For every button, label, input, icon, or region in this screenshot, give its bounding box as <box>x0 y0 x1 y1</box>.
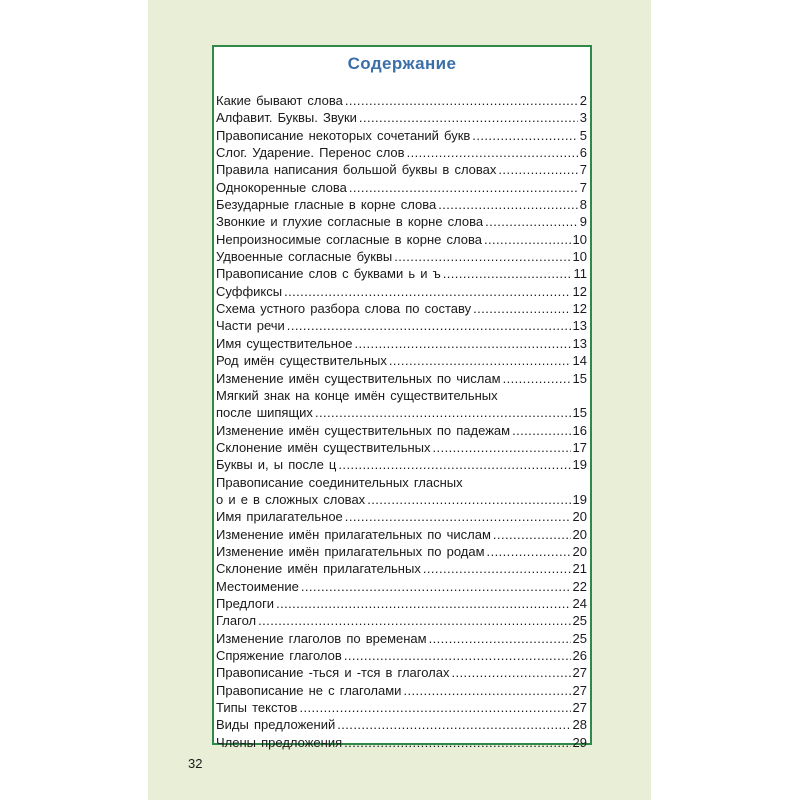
toc-entry <box>216 127 587 144</box>
toc-entry-page: 27 <box>572 700 587 716</box>
dot-leader <box>301 578 571 595</box>
dot-leader <box>473 300 570 317</box>
toc-entry-label: Виды предложений <box>216 717 336 733</box>
toc-entry <box>216 283 587 300</box>
toc-entry-line <box>216 335 587 352</box>
toc-entry-page: 28 <box>572 717 587 733</box>
toc-entry-label: Типы текстов <box>216 700 298 716</box>
dot-leader <box>367 491 570 508</box>
toc-entry-line <box>216 630 587 647</box>
toc-entry-label: Схема устного разбора слова по составу <box>216 301 472 317</box>
toc-entry-label: Правила написания большой буквы в словах <box>216 162 497 178</box>
toc-entry <box>216 578 587 595</box>
toc-entry-label: Правописание некоторых сочетаний букв <box>216 127 471 143</box>
toc-entry-label: Склонение имён прилагательных <box>216 561 421 577</box>
contents-title: Содержание <box>347 54 457 73</box>
toc-entry-page: 25 <box>572 630 587 646</box>
dot-leader <box>498 161 577 178</box>
toc-entry-page: 17 <box>572 439 587 455</box>
toc-entry-page: 26 <box>572 648 587 663</box>
dot-leader <box>344 734 570 751</box>
toc-entry-line <box>216 144 587 161</box>
dot-leader <box>451 664 570 681</box>
toc-entry-label: Глагол <box>216 613 257 629</box>
toc-entry <box>216 526 587 543</box>
toc-entry-line <box>216 231 587 248</box>
toc-entry <box>216 630 587 647</box>
toc-entry-page: 7 <box>579 179 587 195</box>
dot-leader <box>403 682 570 699</box>
toc-entry <box>216 682 587 699</box>
toc-entry-line <box>216 370 587 387</box>
toc-entry-line <box>216 612 587 629</box>
toc-entry-page: 24 <box>572 595 587 611</box>
toc-entry-label: Правописание слов с буквами ь и ъ <box>216 266 441 282</box>
toc-entry <box>216 716 587 733</box>
toc-entry-line <box>216 283 587 300</box>
toc-entry-page: 6 <box>579 145 587 161</box>
toc-entry-line <box>216 526 587 543</box>
dot-leader <box>315 404 571 421</box>
toc-entry-label: Суффиксы <box>216 283 283 299</box>
toc-entry <box>216 612 587 629</box>
dot-leader <box>299 699 570 716</box>
toc-entry-label: Изменение имён существительных по числам <box>216 370 501 386</box>
toc-entry-label: Изменение имён существительных по падежам <box>216 422 511 438</box>
toc-entry-page: 22 <box>572 578 587 594</box>
toc-entry-label: Склонение имён существительных <box>216 439 431 455</box>
toc-entry-page: 20 <box>572 543 587 559</box>
toc-entry-line <box>216 716 587 733</box>
toc-entry-label: Части речи <box>216 318 285 334</box>
toc-entry <box>216 352 587 369</box>
toc-entry-page: 25 <box>572 613 587 629</box>
toc-entry <box>216 196 587 213</box>
toc-entry-page: 13 <box>572 318 587 334</box>
toc-entry-label: Предлоги <box>216 595 275 611</box>
toc-entry-label: Безударные гласные в корне слова <box>216 197 437 213</box>
toc-entry-line <box>216 595 587 612</box>
toc-entry <box>216 179 587 196</box>
dot-leader <box>359 109 578 126</box>
toc-entry <box>216 456 587 473</box>
toc-entry <box>216 560 587 577</box>
toc-entry-page: 5 <box>579 127 587 143</box>
dot-leader <box>429 630 571 647</box>
toc-entry-line <box>216 491 587 508</box>
dot-leader <box>345 92 578 109</box>
dot-leader <box>349 179 578 196</box>
toc-entry-label: Имя существительное <box>216 335 353 351</box>
page-number: 32 <box>188 756 203 771</box>
toc-entry-label: Изменение имён прилагательных по родам <box>216 543 485 559</box>
toc-entry-line <box>216 578 587 595</box>
toc-entry <box>216 439 587 456</box>
toc-entry-line <box>216 179 587 196</box>
dot-leader <box>484 231 571 248</box>
toc-entry-line <box>216 196 587 213</box>
toc-entry <box>216 248 587 265</box>
toc-entry-label: Изменение глаголов по временам <box>216 630 427 646</box>
toc-entry <box>216 300 587 317</box>
dot-leader <box>485 213 578 230</box>
toc-entry <box>216 595 587 612</box>
toc-entry <box>216 213 587 230</box>
dot-leader <box>284 283 570 300</box>
toc-entry <box>216 664 587 681</box>
toc-entry <box>216 734 587 751</box>
toc-entry-page: 21 <box>572 561 587 577</box>
toc-entry-line <box>216 404 587 421</box>
dot-leader <box>493 526 571 543</box>
toc-entry-line <box>216 265 587 282</box>
toc-entry <box>216 543 587 560</box>
toc-entry <box>216 387 587 422</box>
dot-leader <box>487 543 571 560</box>
toc-entry-line <box>216 560 587 577</box>
dot-leader <box>407 144 578 161</box>
toc-entry <box>216 92 587 109</box>
toc-entry-label: Спряжение глаголов <box>216 648 342 663</box>
toc-entry-label: Однокоренные слова <box>216 179 347 195</box>
toc-entry-page: 27 <box>572 682 587 698</box>
toc-entry-line <box>216 248 587 265</box>
dot-leader <box>394 248 570 265</box>
toc-entry-label: Какие бывают слова <box>216 93 343 108</box>
toc-entry-page: 16 <box>572 422 587 438</box>
toc-entry <box>216 370 587 387</box>
dot-leader <box>503 370 571 387</box>
dot-leader <box>344 647 571 664</box>
toc-entry <box>216 161 587 178</box>
dot-leader <box>276 595 570 612</box>
toc-entry-line <box>216 127 587 144</box>
toc-entry-label: Правописание -ться и -тся в глаголах <box>216 665 450 681</box>
toc-entry-label: Слог. Ударение. Перенос слов <box>216 145 405 161</box>
toc-entry-page: 10 <box>572 231 587 247</box>
toc-entry-page: 19 <box>572 457 587 473</box>
toc-entry-line <box>216 109 587 126</box>
dot-leader <box>258 612 570 629</box>
toc-entry <box>216 647 587 664</box>
dot-leader <box>443 265 572 282</box>
toc-entry-label: Род имён существительных <box>216 353 387 369</box>
toc-entry-label-continued: о и е в сложных словах <box>216 491 366 507</box>
toc-entry-page: 2 <box>579 93 587 108</box>
dot-leader <box>512 422 570 439</box>
dot-leader <box>433 439 571 456</box>
toc-entry <box>216 265 587 282</box>
toc-entry-label: Изменение имён прилагательных по числам <box>216 526 491 542</box>
toc-entry-label: Удвоенные согласные буквы <box>216 249 393 265</box>
toc-entry-label: Местоимение <box>216 578 299 594</box>
toc-entry-line <box>216 664 587 681</box>
toc-entry-line <box>216 161 587 178</box>
toc-entry <box>216 109 587 126</box>
dot-leader <box>472 127 577 144</box>
toc-entry-page: 11 <box>573 266 587 282</box>
toc-entry-line <box>216 317 587 334</box>
toc-entry-label: Буквы и, ы после ц <box>216 457 337 473</box>
toc-entry <box>216 317 587 334</box>
toc-entry-label: Непроизносимые согласные в корне слова <box>216 231 482 247</box>
toc-entry <box>216 422 587 439</box>
toc-entry-label: Имя прилагательное <box>216 509 343 525</box>
dot-leader <box>354 335 570 352</box>
toc-entry-label: Правописание соединительных гласных <box>216 474 463 490</box>
toc-entry-line <box>216 422 587 439</box>
toc-entry-page: 12 <box>572 283 587 299</box>
toc-entry-line <box>216 92 587 109</box>
toc-entry-line <box>216 647 587 664</box>
toc-entry-line <box>216 543 587 560</box>
toc-entry-line <box>216 508 587 525</box>
toc-entry-line <box>216 439 587 456</box>
toc-entry-page: 9 <box>579 214 587 230</box>
table-of-contents <box>216 92 587 751</box>
toc-entry-page: 19 <box>572 491 587 507</box>
dot-leader <box>338 456 570 473</box>
toc-entry-page: 20 <box>572 509 587 525</box>
toc-entry <box>216 144 587 161</box>
toc-entry-label: Правописание не с глаголами <box>216 682 402 698</box>
toc-entry-page: 10 <box>572 249 587 265</box>
dot-leader <box>438 196 578 213</box>
toc-entry-label: Мягкий знак на конце имён существительных <box>216 387 498 403</box>
toc-entry-line <box>216 682 587 699</box>
toc-entry <box>216 699 587 716</box>
dot-leader <box>423 560 571 577</box>
toc-entry-page: 15 <box>572 370 587 386</box>
toc-entry <box>216 474 587 509</box>
toc-entry-line <box>216 456 587 473</box>
toc-entry-line <box>216 699 587 716</box>
toc-entry-page: 3 <box>579 110 587 126</box>
toc-entry <box>216 508 587 525</box>
toc-entry-page: 20 <box>572 526 587 542</box>
toc-entry-label: Алфавит. Буквы. Звуки <box>216 110 357 126</box>
toc-entry-line <box>216 213 587 230</box>
toc-entry <box>216 335 587 352</box>
toc-entry-page: 29 <box>572 734 587 750</box>
toc-entry-page: 13 <box>572 335 587 351</box>
dot-leader <box>287 317 571 334</box>
toc-entry-page: 15 <box>572 405 587 421</box>
toc-entry-page: 7 <box>579 162 587 178</box>
toc-entry-line <box>216 734 587 751</box>
dot-leader <box>389 352 571 369</box>
dot-leader <box>337 716 570 733</box>
toc-entry-line <box>216 300 587 317</box>
toc-entry-page: 8 <box>579 197 587 213</box>
toc-entry-label: Звонкие и глухие согласные в корне слова <box>216 214 484 230</box>
toc-entry-page: 27 <box>572 665 587 681</box>
toc-entry-line <box>216 352 587 369</box>
toc-entry-label: Члены предложения <box>216 734 343 750</box>
toc-entry-label-continued: после шипящих <box>216 405 313 421</box>
toc-entry-page: 14 <box>572 353 587 369</box>
dot-leader <box>345 508 571 525</box>
toc-entry <box>216 231 587 248</box>
toc-entry-page: 12 <box>572 301 587 317</box>
